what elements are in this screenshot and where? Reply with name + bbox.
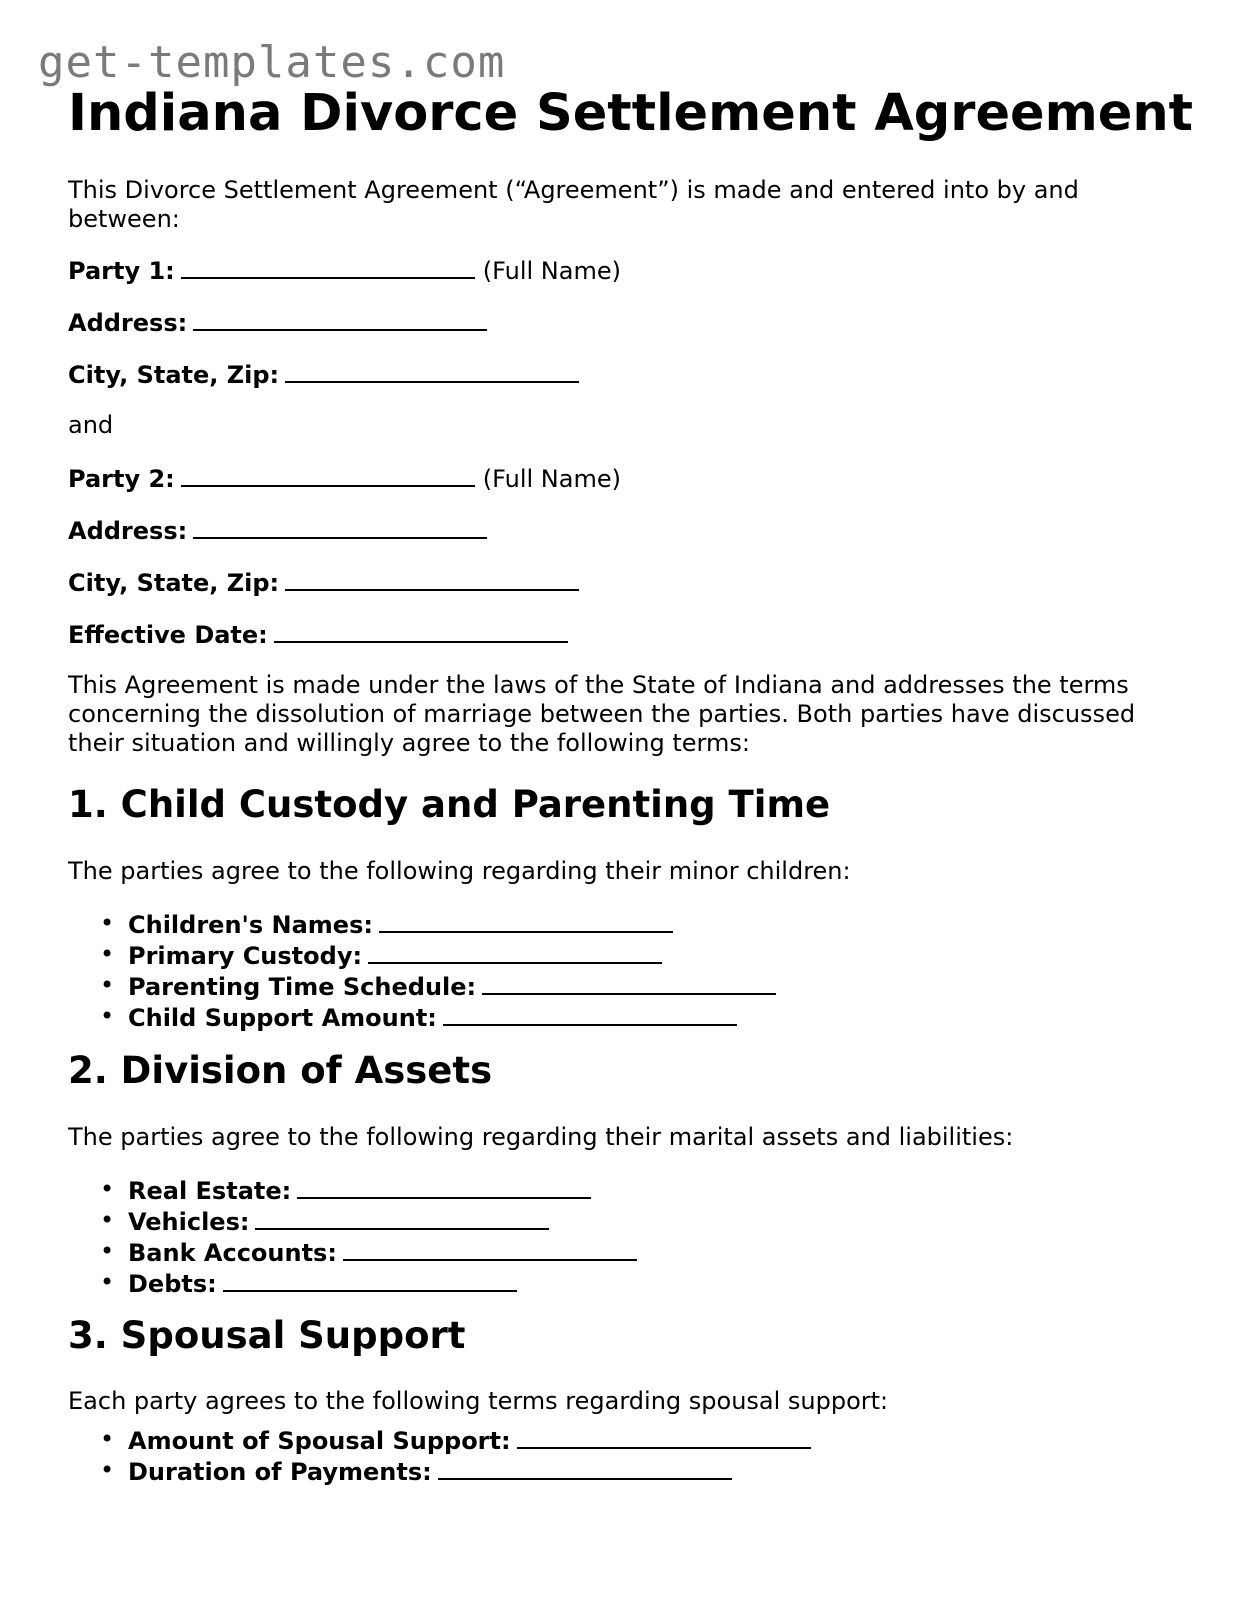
party1-name-field (68, 255, 621, 286)
bullet-icon: • (100, 1175, 115, 1203)
bullet-icon: • (100, 1237, 115, 1265)
item-blank[interactable] (223, 1268, 517, 1292)
effective-date-label: Effective Date: (68, 621, 268, 649)
party1-city-blank[interactable] (285, 359, 579, 383)
item-blank[interactable] (297, 1175, 591, 1199)
party2-city-label: City, State, Zip: (68, 569, 280, 597)
party2-address-label: Address: (68, 517, 188, 545)
intro-paragraph: This Divorce Settlement Agreement (“Agreement”) is made and entered into by and between: (68, 176, 1079, 233)
item-label: Amount of Spousal Support: (128, 1427, 511, 1455)
item-label: Duration of Payments: (128, 1458, 432, 1486)
list-item (100, 971, 784, 1002)
party2-city-field (68, 567, 587, 598)
section1-intro: The parties agree to the following regarding their minor children: (68, 857, 851, 885)
item-label: Child Support Amount: (128, 1004, 437, 1032)
list-item (100, 1268, 645, 1299)
section3-heading: 3. Spousal Support (68, 1314, 466, 1357)
list-item (100, 1206, 645, 1237)
bullet-icon: • (100, 1268, 115, 1296)
party2-city-blank[interactable] (285, 567, 579, 591)
and-text: and (68, 411, 114, 439)
party1-address-field (68, 307, 495, 338)
section1-heading: 1. Child Custody and Parenting Time (68, 783, 831, 826)
party2-name-field (68, 463, 621, 494)
party2-name-suffix: (Full Name) (482, 465, 621, 493)
item-label: Debts: (128, 1270, 217, 1298)
party1-city-label: City, State, Zip: (68, 361, 280, 389)
bullet-icon: • (100, 940, 115, 968)
party2-address-blank[interactable] (193, 515, 487, 539)
item-blank[interactable] (255, 1206, 549, 1230)
list-item (100, 1237, 645, 1268)
bullet-icon: • (100, 909, 115, 937)
party2-name-label: Party 2: (68, 465, 175, 493)
item-blank[interactable] (443, 1002, 737, 1026)
bullet-icon: • (100, 1002, 115, 1030)
laws-paragraph: This Agreement is made under the laws of the State of Indiana and addresses the terms concerning the dissolution of marriage between the parties. Both parties have discussed their situation and willingly agree to the following terms: (68, 671, 1136, 757)
item-label: Children's Names: (128, 911, 373, 939)
list-item (100, 1002, 784, 1033)
list-item (100, 1425, 819, 1456)
party2-address-field (68, 515, 495, 546)
party1-name-suffix: (Full Name) (482, 257, 621, 285)
party1-address-blank[interactable] (193, 307, 487, 331)
list-item (100, 940, 784, 971)
item-blank[interactable] (438, 1456, 732, 1480)
party1-city-field (68, 359, 587, 390)
item-label: Real Estate: (128, 1177, 292, 1205)
party1-name-label: Party 1: (68, 257, 175, 285)
item-label: Bank Accounts: (128, 1239, 337, 1267)
list-item (100, 1456, 819, 1487)
document-title: Indiana Divorce Settlement Agreement (68, 84, 1194, 143)
item-label: Vehicles: (128, 1208, 250, 1236)
section1-list (100, 909, 784, 1033)
item-blank[interactable] (368, 940, 662, 964)
item-blank[interactable] (517, 1425, 811, 1449)
watermark: get-templates.com (38, 37, 506, 88)
bullet-icon: • (100, 971, 115, 999)
bullet-icon: • (100, 1425, 115, 1453)
list-item (100, 909, 784, 940)
bullet-icon: • (100, 1206, 115, 1234)
item-blank[interactable] (343, 1237, 637, 1261)
item-label: Primary Custody: (128, 942, 363, 970)
list-item (100, 1175, 645, 1206)
section2-list (100, 1175, 645, 1299)
party1-name-blank[interactable] (181, 255, 475, 279)
section2-intro: The parties agree to the following regarding their marital assets and liabilities: (68, 1123, 1014, 1151)
item-label: Parenting Time Schedule: (128, 973, 477, 1001)
item-blank[interactable] (482, 971, 776, 995)
bullet-icon: • (100, 1456, 115, 1484)
effective-date-field (68, 619, 576, 650)
item-blank[interactable] (379, 909, 673, 933)
section2-heading: 2. Division of Assets (68, 1049, 493, 1092)
party2-name-blank[interactable] (181, 463, 475, 487)
section3-list (100, 1425, 819, 1487)
effective-date-blank[interactable] (274, 619, 568, 643)
party1-address-label: Address: (68, 309, 188, 337)
section3-intro: Each party agrees to the following terms regarding spousal support: (68, 1387, 889, 1415)
